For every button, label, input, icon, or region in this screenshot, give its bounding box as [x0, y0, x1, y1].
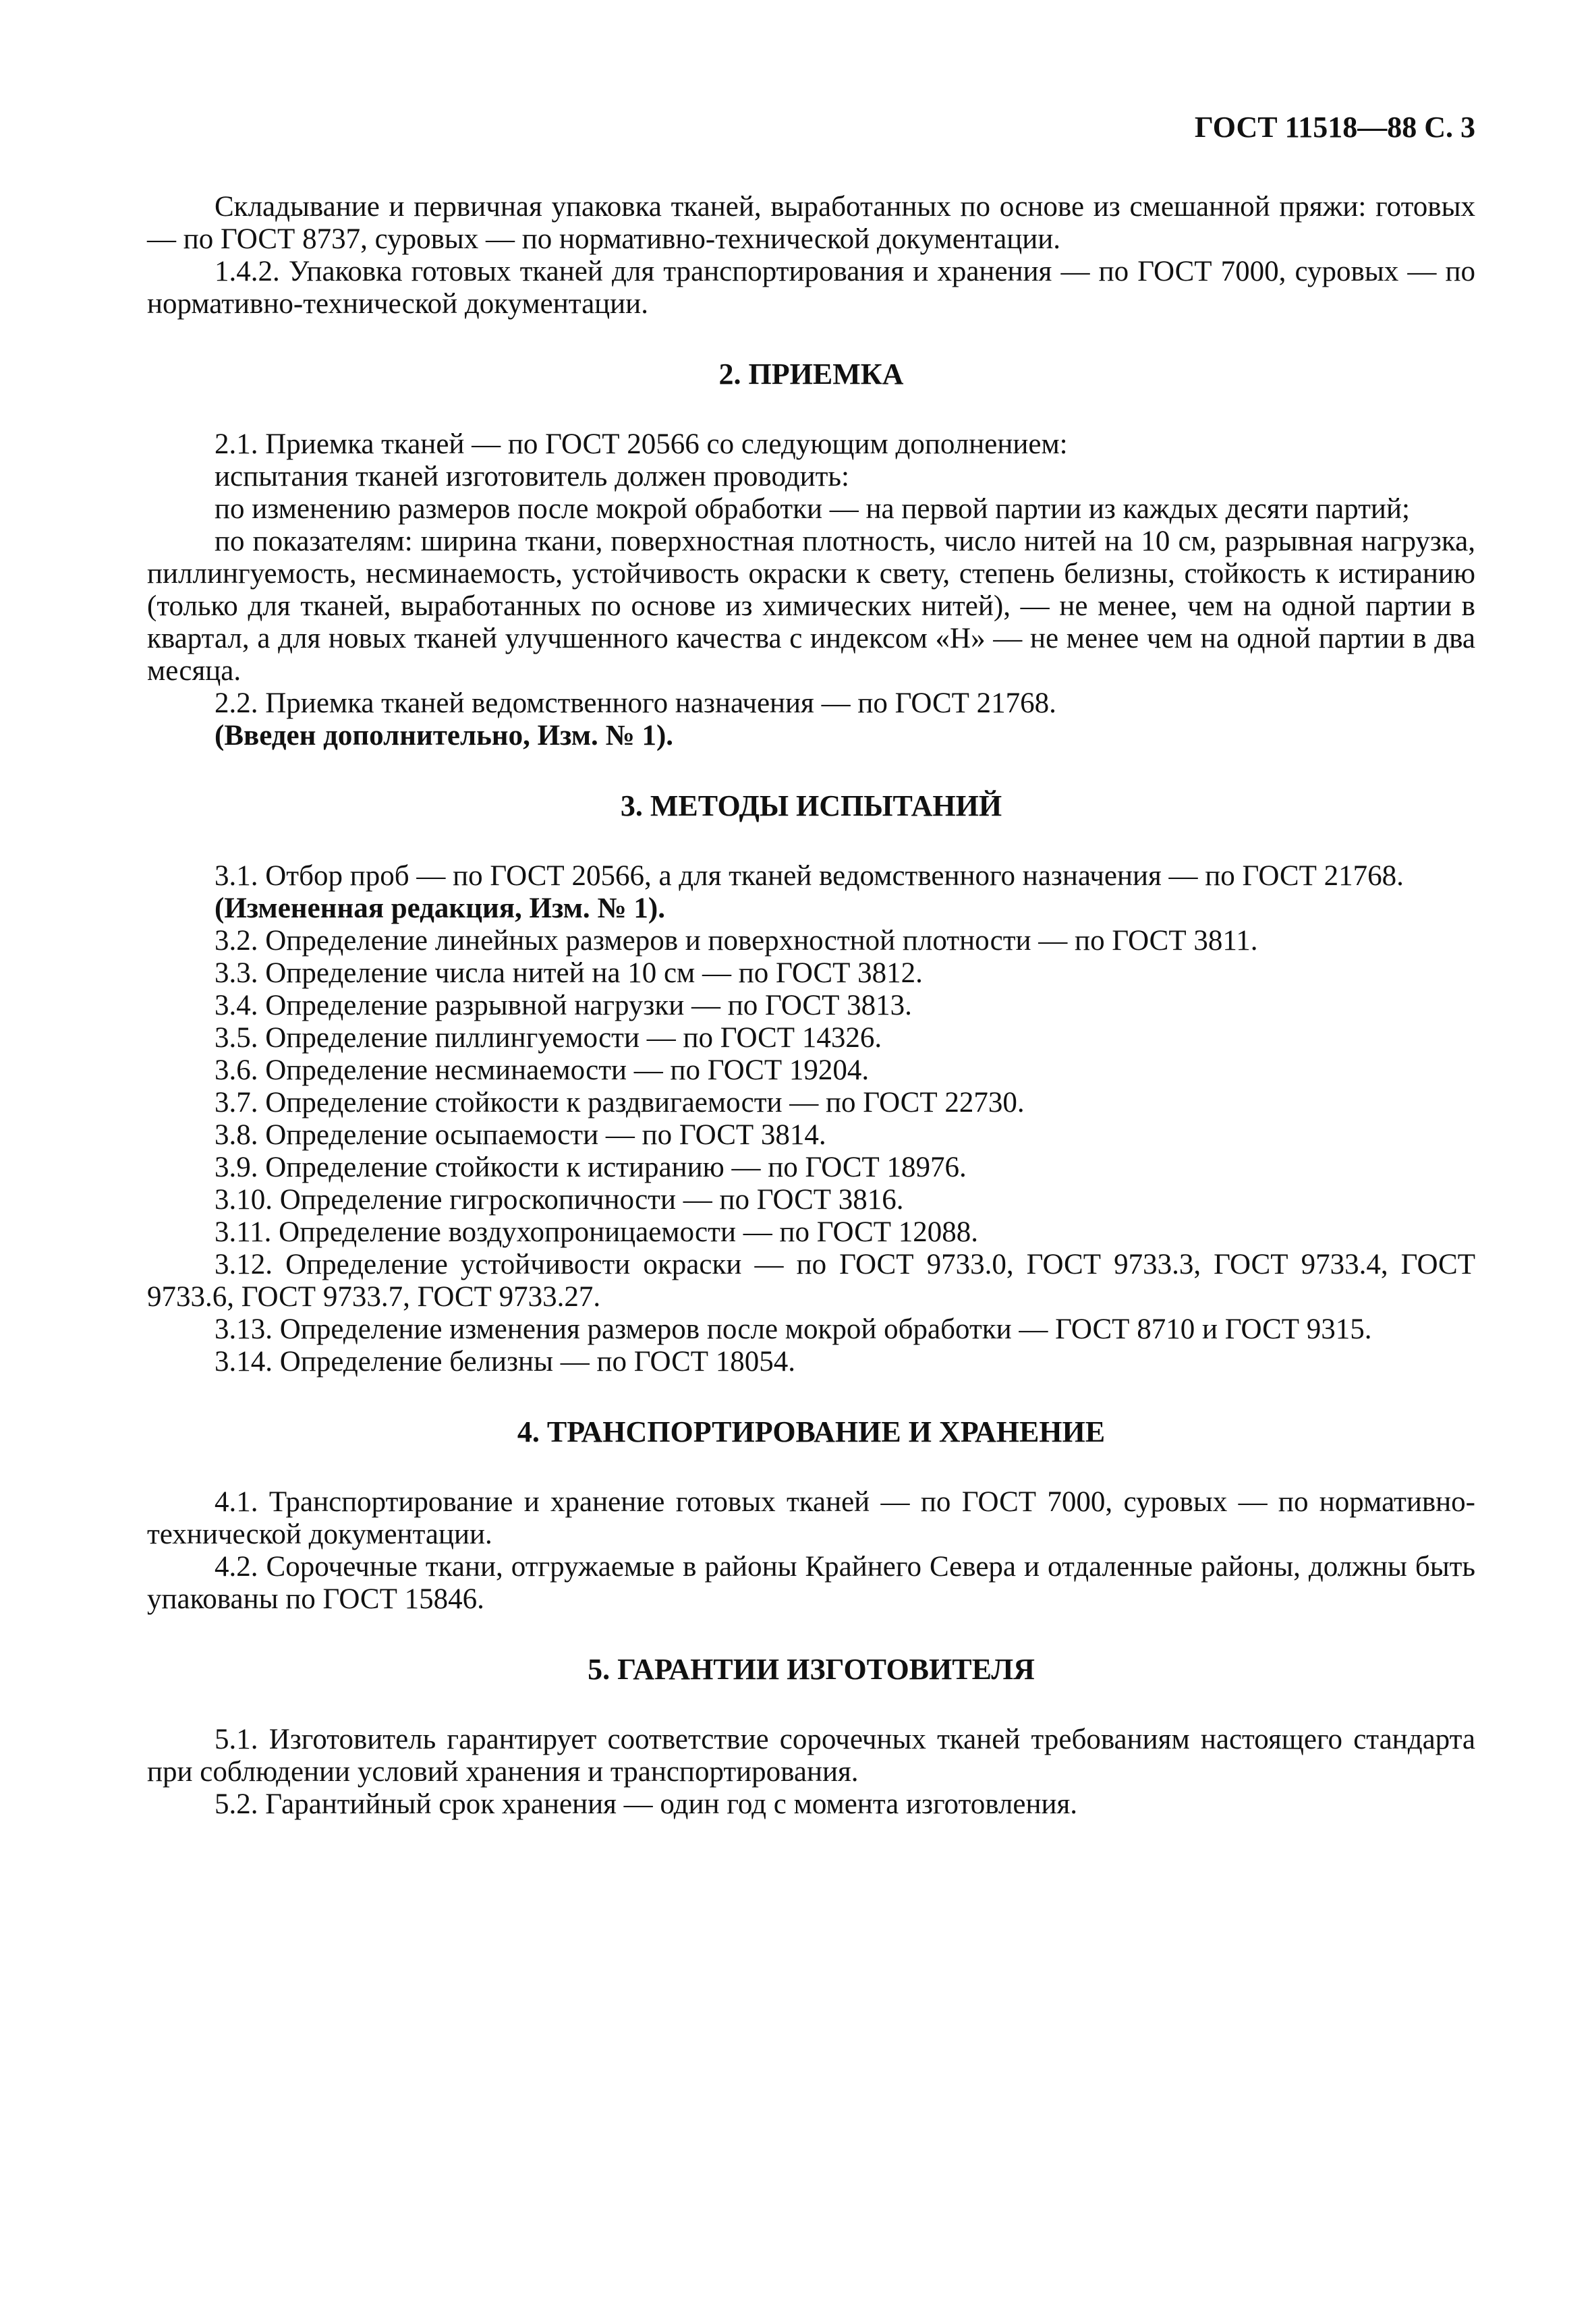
section-heading: 3. МЕТОДЫ ИСПЫТАНИЙ — [620, 789, 1002, 822]
paragraph: 4.1. Транспортирование и хранение готовых тканей — по ГОСТ 7000, суровых — по нормативно-технической документации. — [147, 1486, 1475, 1550]
paragraph: Складывание и первичная упаковка тканей, выработанных по основе из смешанной пряжи: готовых — по ГОСТ 8737, суровых — по нормативно-технической документации. — [147, 191, 1475, 255]
list-item: 3.10. Определение гигроскопичности — по ГОСТ 3816. — [215, 1184, 904, 1216]
list-item: 3.13. Определение изменения размеров после мокрой обработки — ГОСТ 8710 и ГОСТ 9315. — [215, 1313, 1372, 1345]
paragraph: 1.4.2. Упаковка готовых тканей для транспортирования и хранения — по ГОСТ 7000, суровых — по нормативно-технической документации. — [147, 256, 1475, 320]
list-item: 3.14. Определение белизны — по ГОСТ 18054. — [215, 1346, 796, 1378]
section-heading: 2. ПРИЕМКА — [718, 358, 904, 391]
section-heading: 5. ГАРАНТИИ ИЗГОТОВИТЕЛЯ — [588, 1653, 1035, 1686]
list-item: 3.11. Определение воздухопроницаемости — по ГОСТ 12088. — [215, 1216, 979, 1248]
paragraph: 5.2. Гарантийный срок хранения — один год с момента изготовления. — [215, 1788, 1078, 1820]
amendment-note: (Измененная редакция, Изм. № 1). — [215, 892, 665, 924]
amendment-note: (Введен дополнительно, Изм. № 1). — [215, 720, 674, 752]
paragraph: 5.1. Изготовитель гарантирует соответствие сорочечных тканей требованиям настоящего стандарта при соблюдении условий хранения и транспортирования. — [147, 1724, 1475, 1788]
paragraph: испытания тканей изготовитель должен проводить: — [215, 461, 849, 492]
list-item: 3.12. Определение устойчивости окраски — по ГОСТ 9733.0, ГОСТ 9733.3, ГОСТ 9733.4, ГОСТ 9733.6, ГОСТ 9733.7, ГОСТ 9733.27. — [147, 1249, 1475, 1313]
list-item: 3.2. Определение линейных размеров и поверхностной плотности — по ГОСТ 3811. — [215, 925, 1258, 957]
list-item: 3.4. Определение разрывной нагрузки — по ГОСТ 3813. — [215, 990, 912, 1021]
paragraph: 3.1. Отбор проб — по ГОСТ 20566, а для тканей ведомственного назначения — по ГОСТ 21768. — [215, 860, 1404, 892]
list-item: 3.8. Определение осыпаемости — по ГОСТ 3814. — [215, 1119, 826, 1151]
page-header: ГОСТ 11518—88 С. 3 — [1194, 111, 1475, 144]
paragraph: 4.2. Сорочечные ткани, отгружаемые в районы Крайнего Севера и отдаленные районы, должны быть упакованы по ГОСТ 15846. — [147, 1551, 1475, 1615]
list-item: 3.7. Определение стойкости к раздвигаемости — по ГОСТ 22730. — [215, 1087, 1025, 1118]
list-item: 3.3. Определение числа нитей на 10 см — по ГОСТ 3812. — [215, 957, 923, 989]
paragraph: по показателям: ширина ткани, поверхностная плотность, число нитей на 10 см, разрывная нагрузка, пиллингуемость, несминаемость, устойчивость окраски к свету, степень белизны, стойкость к истиранию (только для тканей, выработанных по основе из химических нитей), — не менее, чем на одной партии в квартал, а для новых тканей улучшенного качества с индексом «Н» — не менее чем на одной партии в два месяца. — [147, 526, 1475, 687]
list-item: 3.9. Определение стойкости к истиранию — по ГОСТ 18976. — [215, 1152, 967, 1183]
section-heading: 4. ТРАНСПОРТИРОВАНИЕ И ХРАНЕНИЕ — [517, 1415, 1106, 1448]
list-item: 3.6. Определение несминаемости — по ГОСТ 19204. — [215, 1054, 870, 1086]
paragraph: 2.1. Приемка тканей — по ГОСТ 20566 со следующим дополнением: — [215, 428, 1068, 460]
paragraph: 2.2. Приемка тканей ведомственного назначения — по ГОСТ 21768. — [215, 687, 1056, 719]
list-item: 3.5. Определение пиллингуемости — по ГОСТ 14326. — [215, 1022, 882, 1054]
paragraph: по изменению размеров после мокрой обработки — на первой партии из каждых десяти партий; — [215, 493, 1410, 525]
